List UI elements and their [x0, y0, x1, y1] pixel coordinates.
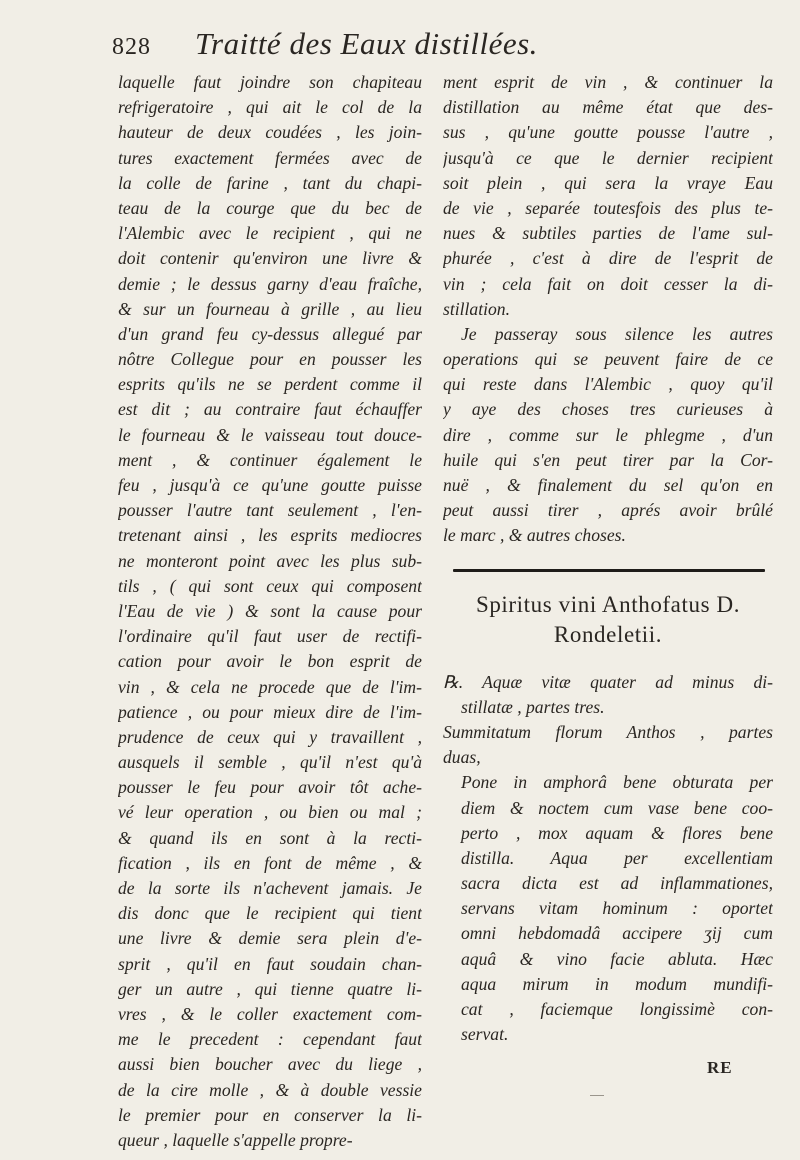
text-line: patience , ou pour mieux dire de l'im- — [118, 701, 422, 722]
text-line: aqua mirum in modum mundifi- — [461, 973, 773, 994]
text-line: me le precedent : cependant faut — [118, 1029, 422, 1050]
text-line: le fourneau & le vaisseau tout douce- — [118, 424, 422, 445]
text-line: & sur un fourneau à grille , au lieu — [118, 298, 422, 319]
recipe-title — [443, 590, 773, 650]
text-line: le premier pour en conserver la li- — [118, 1104, 422, 1125]
text-line: ausquels il semble , qu'il n'est qu'à — [118, 752, 422, 773]
text-line: soit plein , qui sera la vraye Eau — [443, 172, 773, 193]
text-line: la colle de farine , tant du chapi- — [118, 172, 422, 193]
text-line: distilla. Aqua per excellentiam — [461, 847, 773, 868]
text-line: pousser l'autre tant seulement , l'en- — [118, 500, 422, 521]
text-line: duas, — [443, 747, 481, 768]
text-line: l'Eau de vie ) & sont la cause pour — [118, 600, 422, 621]
text-line: nôtre Collegue pour en pousser les — [118, 349, 422, 370]
text-line: qui reste dans l'Alembic , quoy qu'il — [443, 374, 773, 395]
text-line: l'ordinaire qu'il faut user de rectifi- — [118, 626, 422, 647]
text-line: vres , & le coller exactement com- — [118, 1003, 422, 1024]
text-line: diem & noctem cum vase bene coo- — [461, 797, 773, 818]
text-line: ment , & continuer également le — [118, 449, 422, 470]
text-line: huile qui s'en peut tirer par la Cor- — [443, 449, 773, 470]
text-line: de la sorte ils n'achevent jamais. Je — [118, 878, 422, 898]
text-line: ment esprit de vin , & continuer la — [443, 72, 773, 92]
text-line: vin , & cela ne procede que de l'im- — [118, 676, 422, 697]
text-line: vé leur operation , ou bien ou mal ; — [118, 802, 422, 823]
text-line: servat. — [461, 1024, 509, 1045]
text-line: jusqu'à ce que le dernier recipient — [443, 147, 773, 168]
text-line: perto , mox aquam & flores bene — [461, 822, 773, 843]
text-line: distillation au même état que des- — [443, 97, 773, 118]
text-line: demie ; le dessus garny d'eau fraîche, — [118, 273, 422, 294]
text-line: Rondeletii. — [553, 621, 663, 647]
text-line: le marc , & autres choses. — [443, 525, 626, 546]
text-line: ℞. Aquæ vitæ quater ad minus di- — [443, 671, 773, 692]
text-line: Je passeray sous silence les autres — [461, 323, 773, 344]
text-line: l'Alembic avec le recipient , qui ne — [118, 223, 422, 244]
running-title: Traitté des Eaux distillées. — [195, 26, 538, 61]
text-line: feu , jusqu'à ce qu'une goutte puisse — [118, 475, 422, 495]
text-line: aquâ & vino facie abluta. Hæc — [461, 948, 773, 969]
text-line: ne monteront point avec les plus sub- — [118, 550, 422, 571]
text-line: fication , ils en font de même , & — [118, 852, 422, 873]
page-header — [112, 26, 672, 72]
text-line: sus , qu'une goutte pousse l'autre , — [443, 122, 773, 143]
text-line: laquelle faut joindre son chapiteau — [118, 72, 422, 92]
text-line: prudence de ceux qui y travaillent , — [118, 726, 422, 747]
text-line: cation pour avoir le bon esprit de — [118, 651, 422, 672]
text-line: nuë , & finalement du sel qu'on en — [443, 475, 773, 495]
text-line: est dit ; au contraire faut échauffer — [118, 399, 422, 420]
french-text-block — [443, 70, 773, 549]
text-line: doit contenir qu'environ une livre & — [118, 248, 422, 269]
text-line: teau de la courge que du bec de — [118, 197, 422, 218]
text-line: stillation. — [443, 298, 510, 319]
text-line: dis donc que le recipient qui tient — [118, 903, 422, 924]
text-line: dire , comme sur le phlegme , d'un — [443, 424, 773, 445]
text-line: Pone in amphorâ bene obturata per — [461, 772, 773, 793]
latin-recipe-text — [443, 670, 773, 1048]
text-line: refrigeratoire , qui ait le col de la — [118, 97, 422, 118]
text-line: d'un grand feu cy-dessus allegué par — [118, 323, 422, 344]
ink-mark — [590, 1095, 604, 1096]
text-line: nues & subtiles parties de l'ame sul- — [443, 223, 773, 244]
text-line: vin ; cela fait on doit cesser la di- — [443, 273, 773, 294]
text-line: peut aussi tirer , aprés avoir brûlé — [443, 500, 773, 521]
text-line: de la cire molle , & à double vessie — [118, 1079, 422, 1100]
text-line: ger un autre , qui tienne quatre li- — [118, 978, 422, 999]
text-line: aussi bien boucher avec du liege , — [118, 1054, 422, 1075]
text-line: Spiritus vini Anthofatus D. — [475, 591, 741, 617]
section-divider-rule — [453, 569, 765, 572]
text-line: omni hebdomadâ accipere ʒij cum — [461, 923, 773, 944]
text-line: queur , laquelle s'appelle propre- — [118, 1129, 353, 1150]
text-line: de vie , separée toutesfois des plus te- — [443, 197, 773, 218]
text-line: hauteur de deux coudées , les join- — [118, 122, 422, 143]
text-line: phurée , c'est à dire de l'esprit de — [443, 248, 773, 269]
text-line: operations qui se peuvent faire de ce — [443, 349, 773, 370]
text-line: servans vitam hominum : oportet — [461, 898, 773, 919]
text-line: esprits qu'ils ne se perdent comme il — [118, 374, 422, 395]
text-line: tils , ( qui sont ceux qui composent — [118, 575, 422, 596]
text-line: sacra dicta est ad inflammationes, — [461, 873, 773, 894]
left-text-column — [118, 70, 422, 1153]
right-text-column — [443, 70, 773, 1047]
text-line: sprit , qu'il en faut soudain chan- — [118, 953, 422, 974]
text-line: tretenant ainsi , les esprits mediocres — [118, 525, 422, 546]
text-line: Summitatum florum Anthos , partes — [443, 721, 773, 742]
text-line: tures exactement fermées avec de — [118, 147, 422, 168]
text-line: & quand ils en sont à la recti- — [118, 827, 422, 848]
text-line: pousser le feu pour avoir tôt ache- — [118, 777, 422, 798]
page-number: 828 — [112, 34, 151, 60]
catchword: RE — [707, 1058, 733, 1077]
text-line: y aye des choses tres curieuses à — [443, 399, 773, 420]
text-line: cat , faciemque longissimè con- — [461, 999, 773, 1019]
text-line: une livre & demie sera plein d'e- — [118, 928, 422, 949]
text-line: stillatæ , partes tres. — [461, 696, 605, 717]
